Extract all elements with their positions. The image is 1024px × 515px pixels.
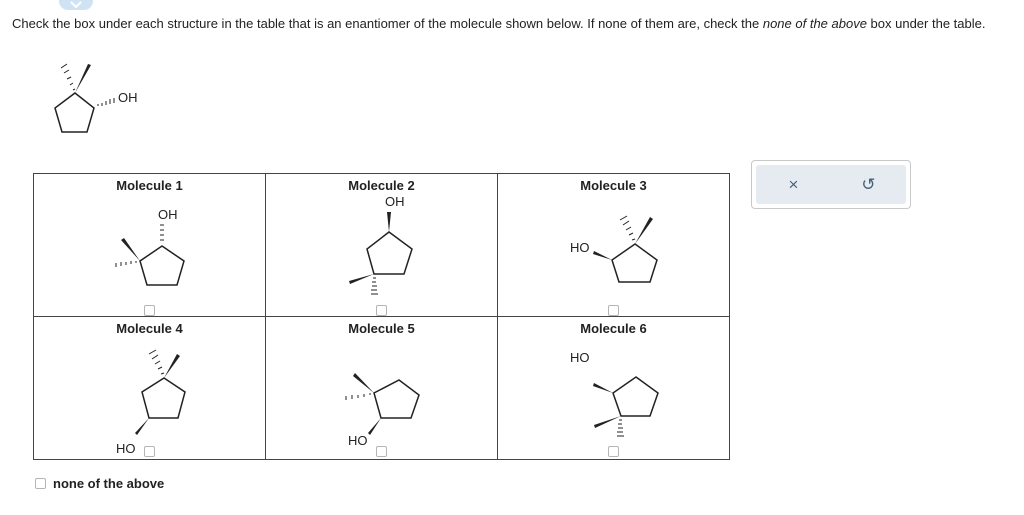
prompt-emphasis: none of the above xyxy=(762,16,867,31)
undo-icon: ↺ xyxy=(861,174,876,194)
clear-button[interactable] xyxy=(756,165,831,204)
molecule-3-checkbox[interactable] xyxy=(608,305,619,316)
molecule-2-checkbox[interactable] xyxy=(376,305,387,316)
close-icon: × xyxy=(788,174,799,194)
molecule-4-checkbox[interactable] xyxy=(144,446,155,457)
none-of-the-above-option[interactable] xyxy=(35,476,164,491)
toolbar-panel xyxy=(756,165,906,204)
collapse-chevron-button[interactable] xyxy=(59,0,93,10)
molecule-cell-3 xyxy=(498,174,730,317)
prompt-text: Check the box under each structure in the table that is an enantiomer of the molecule shown below. If none of them are, check the xyxy=(12,16,763,31)
molecule-3-structure xyxy=(498,192,729,304)
molecule-4-structure xyxy=(34,335,265,456)
molecule-5-structure xyxy=(266,335,497,447)
answer-toolbar xyxy=(751,160,911,209)
none-of-the-above-label: none of the above xyxy=(53,476,165,491)
molecule-cell-2 xyxy=(266,174,498,317)
oh-label: OH xyxy=(118,90,138,105)
none-of-the-above-checkbox[interactable] xyxy=(35,478,46,489)
molecule-cell-1 xyxy=(34,174,266,317)
molecule-6-title: Molecule 6 xyxy=(580,321,647,336)
molecule-5-title: Molecule 5 xyxy=(348,321,415,336)
ho-label: HO xyxy=(570,240,590,255)
question-prompt xyxy=(12,16,1012,32)
molecule-4-title: Molecule 4 xyxy=(116,321,183,336)
molecule-1-structure xyxy=(34,192,265,304)
molecule-cell-6 xyxy=(498,317,730,460)
oh-label: OH xyxy=(385,194,405,209)
molecule-3-title: Molecule 3 xyxy=(580,178,647,193)
reset-button[interactable] xyxy=(831,165,906,204)
prompt-text-end: box under the table. xyxy=(866,16,986,31)
molecule-cell-4 xyxy=(34,317,266,460)
molecule-1-title: Molecule 1 xyxy=(116,178,183,193)
oh-label: OH xyxy=(158,207,178,222)
ho-label: HO xyxy=(570,350,590,365)
molecule-cell-5 xyxy=(266,317,498,460)
molecule-6-checkbox[interactable] xyxy=(608,446,619,457)
ho-label: HO xyxy=(116,441,136,456)
molecule-1-checkbox[interactable] xyxy=(144,305,155,316)
molecule-5-checkbox[interactable] xyxy=(376,446,387,457)
molecule-table xyxy=(33,173,730,460)
reference-molecule xyxy=(42,60,152,140)
ho-label: HO xyxy=(348,433,368,448)
molecule-2-structure xyxy=(266,192,497,304)
molecule-2-title: Molecule 2 xyxy=(348,178,415,193)
chevron-down-icon xyxy=(69,0,83,10)
molecule-6-structure xyxy=(498,335,729,447)
